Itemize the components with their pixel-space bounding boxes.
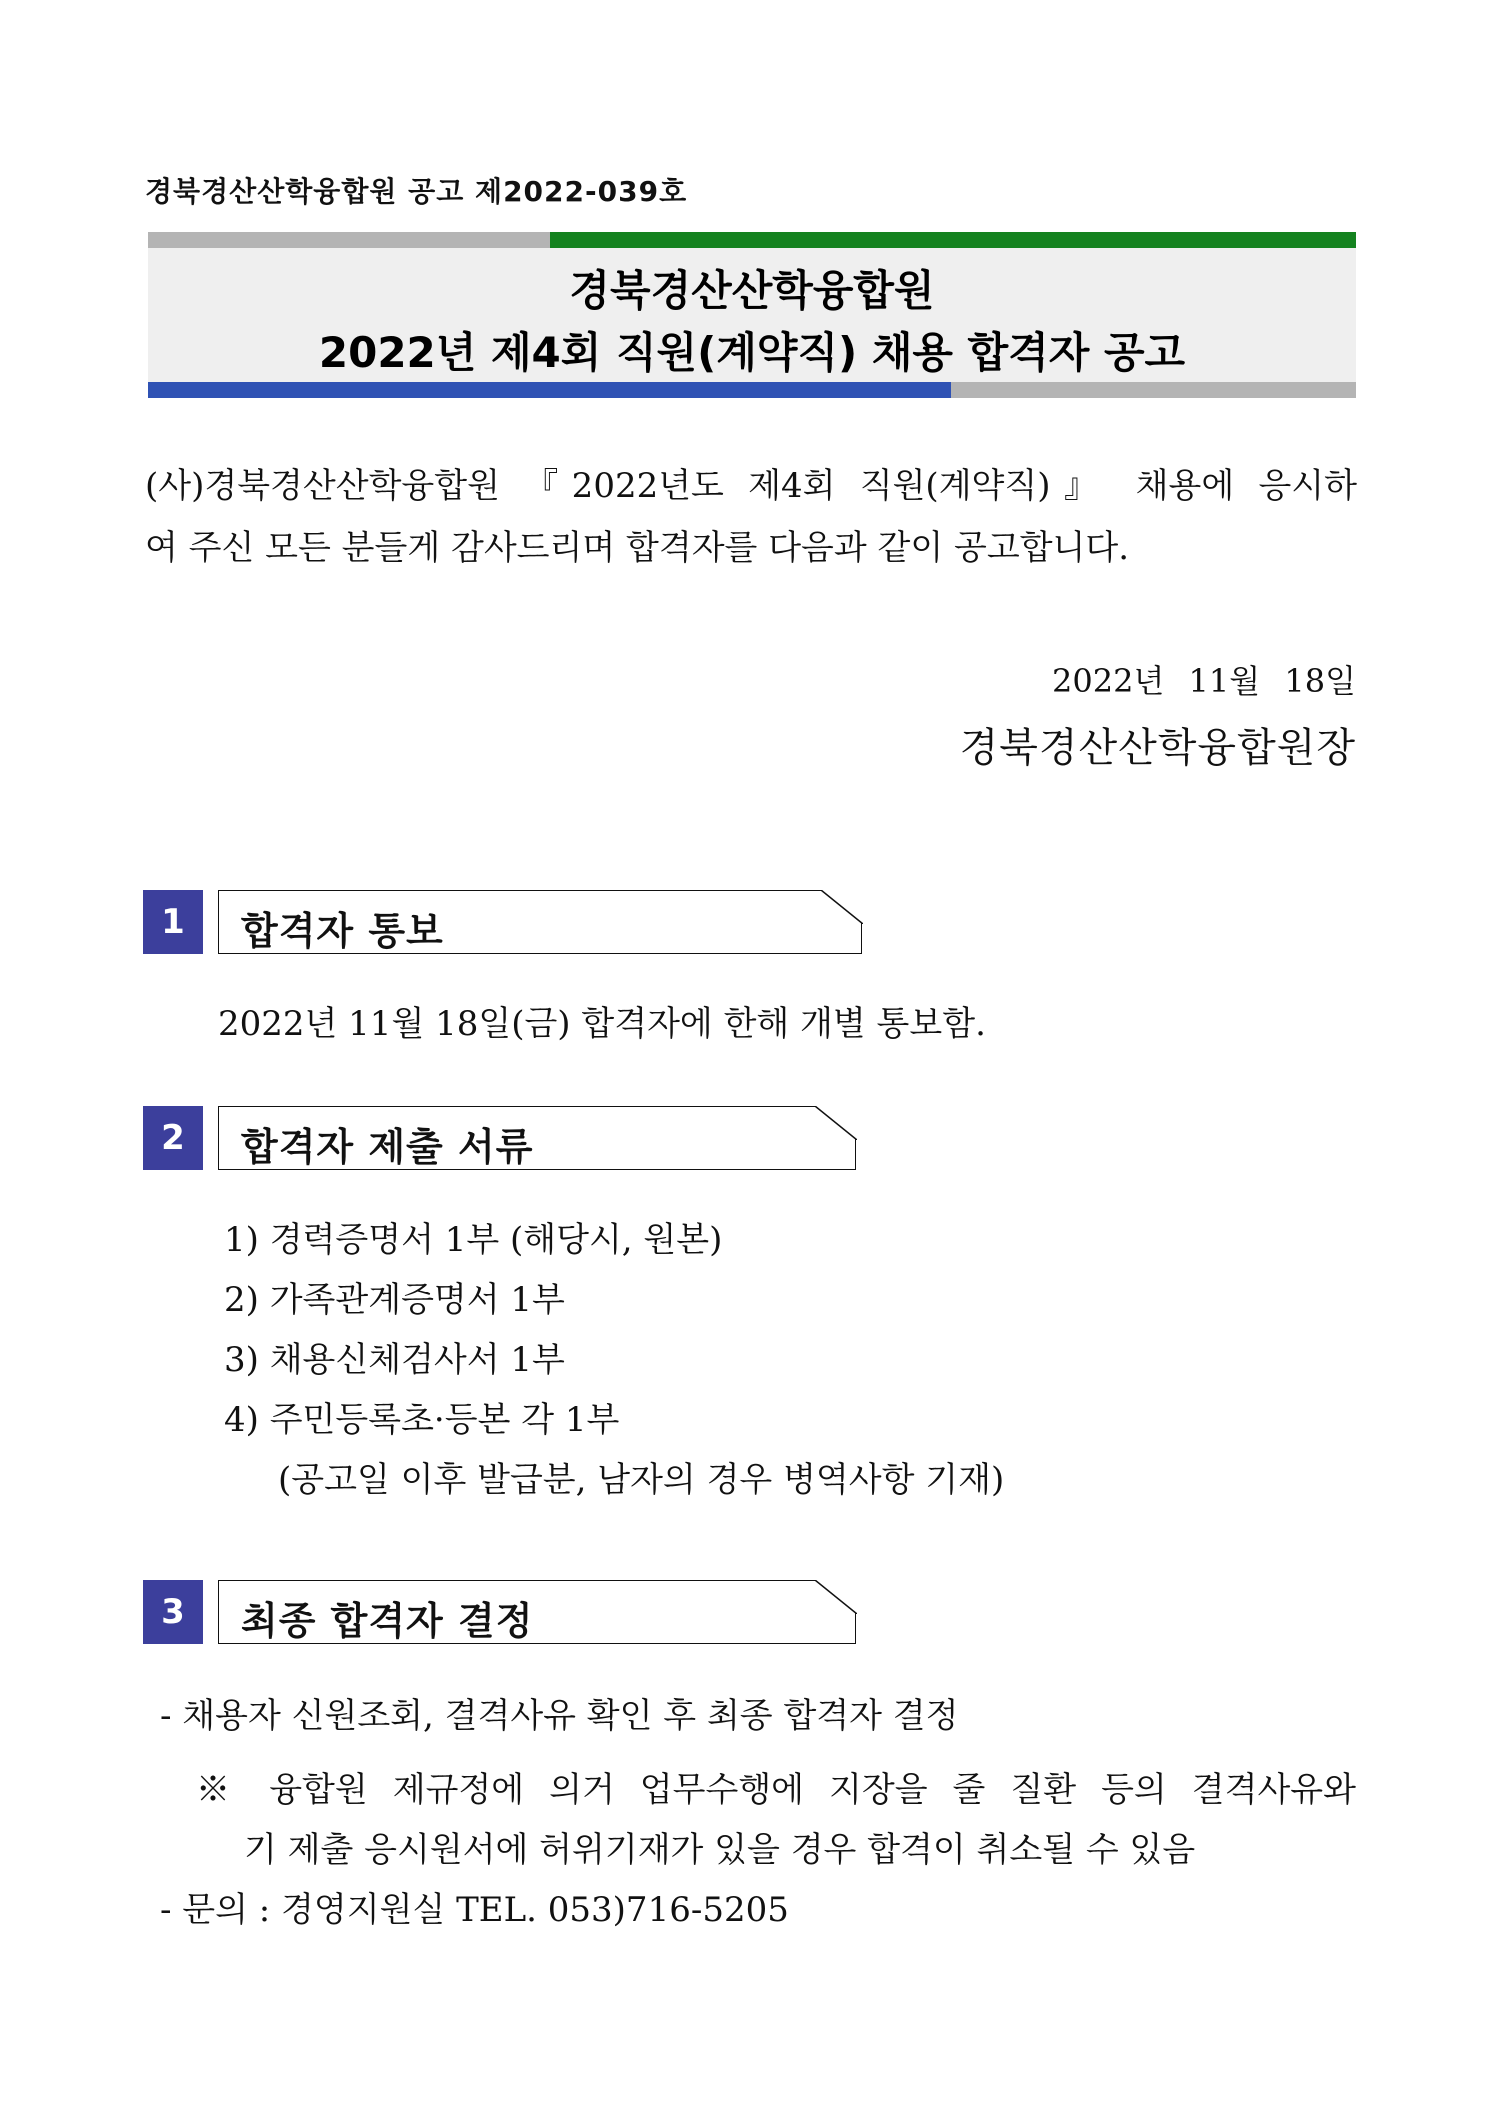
section-1-header: [218, 890, 862, 954]
intro-paragraph: [145, 455, 1357, 579]
section-3-title: 최종 합격자 결정: [241, 1599, 534, 1643]
intro-line-2: 여 주신 모든 분들게 감사드리며 합격자를 다음과 같이 공고합니다.: [145, 528, 1130, 568]
document-item-4-note: (공고일 이후 발급분, 남자의 경우 병역사항 기재): [278, 1460, 1005, 1500]
document-item-1: 1) 경력증명서 1부 (해당시, 원본): [224, 1220, 723, 1260]
disqualification-note-line-2: 기 제출 응시원서에 허위기재가 있을 경우 합격이 취소될 수 있음: [244, 1830, 1196, 1870]
section-2-title: 합격자 제출 서류: [241, 1125, 534, 1169]
folded-corner-icon: [815, 1580, 857, 1614]
notice-number: 경북경산산학융합원 공고 제2022-039호: [145, 175, 688, 208]
banner-bottom-gray-bar: [951, 382, 1356, 398]
document-item-2: 2) 가족관계증명서 1부: [224, 1280, 565, 1320]
folded-corner-icon: [821, 890, 863, 924]
banner-top-green-bar: [550, 232, 1356, 248]
folded-corner-icon: [815, 1106, 857, 1140]
section-1-title: 합격자 통보: [241, 909, 444, 953]
final-decision-bullet: - 채용자 신원조회, 결격사유 확인 후 최종 합격자 결정: [160, 1696, 959, 1736]
issuer-name: 경북경산산학융합원장: [959, 725, 1356, 771]
announcement-date: 2022년 11월 18일: [1052, 662, 1356, 700]
banner-title-line-1: 경북경산산학융합원: [569, 266, 935, 315]
section-1-number: 1: [143, 890, 203, 954]
section-1-body: 2022년 11월 18일(금) 합격자에 한해 개별 통보함.: [218, 1004, 986, 1044]
title-banner: [148, 232, 1356, 398]
banner-bottom-blue-bar: [148, 382, 951, 398]
document-item-3: 3) 채용신체검사서 1부: [224, 1340, 565, 1380]
section-3-number: 3: [143, 1580, 203, 1644]
banner-top-gray-bar: [148, 232, 550, 248]
section-3-header: [218, 1580, 856, 1644]
contact-info: - 문의 : 경영지원실 TEL. 053)716-5205: [160, 1890, 789, 1930]
section-2-number: 2: [143, 1106, 203, 1170]
section-2-header: [218, 1106, 856, 1170]
disqualification-note-line-1: ※ 융합원 제규정에 의거 업무수행에 지장을 줄 질환 등의 결격사유와: [196, 1770, 1356, 1810]
banner-title-line-2: 2022년 제4회 직원(계약직) 채용 합격자 공고: [318, 328, 1186, 377]
document-item-4: 4) 주민등록초·등본 각 1부: [224, 1400, 620, 1440]
intro-line-1: (사)경북경산산학융합원 『2022년도 제4회 직원(계약직)』 채용에 응시하: [145, 466, 1357, 506]
